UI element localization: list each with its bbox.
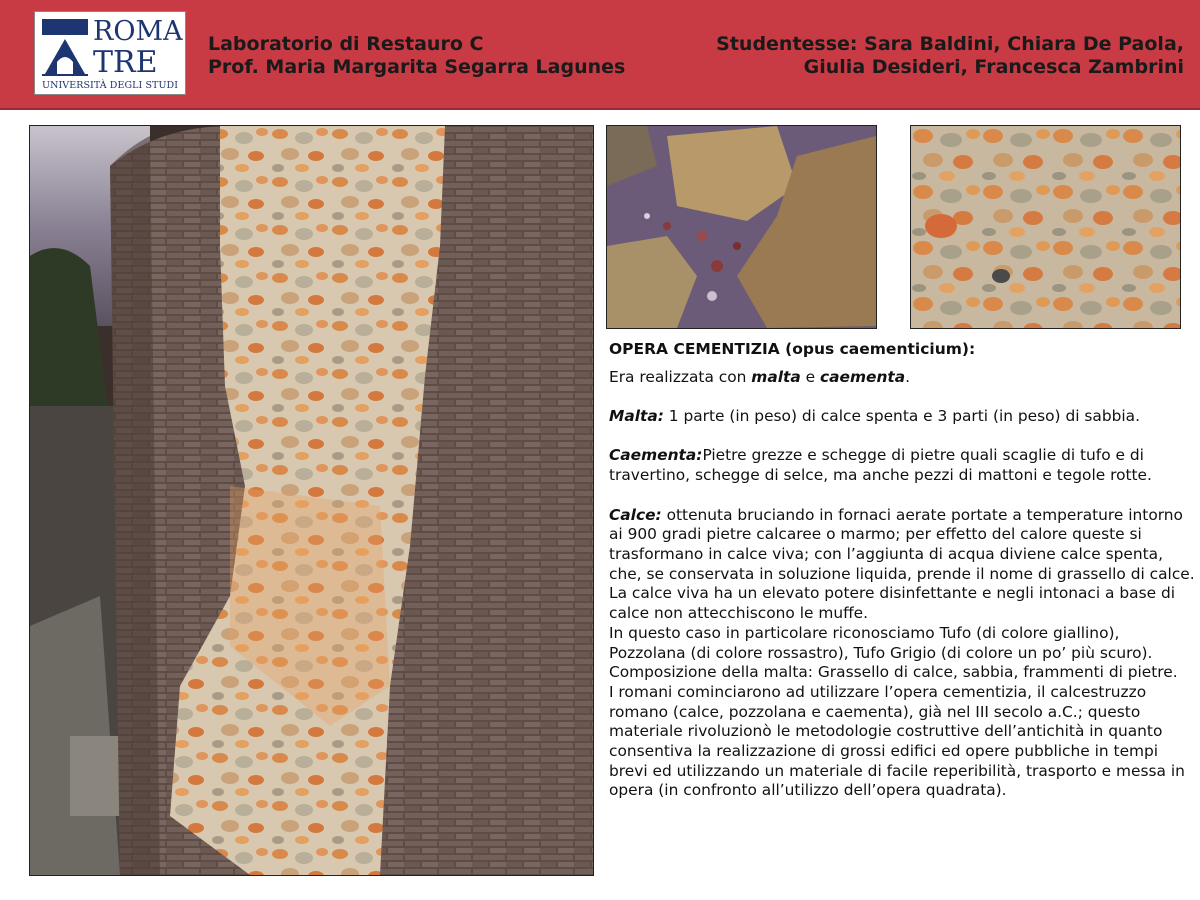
composizione-paragraph: Composizione della malta: Grassello di calce, sabbia, frammenti di pietre. <box>609 663 1178 682</box>
detail-photo-conglomerate <box>910 125 1181 329</box>
logo-text-tre: TRE <box>93 45 158 80</box>
detail-photo-mortar <box>606 125 877 329</box>
intro-paragraph <box>609 368 1199 388</box>
course-title: Laboratorio di Restauro C <box>208 33 484 55</box>
romani-paragraph: I romani cominciarono ad utilizzare l’opera cementizia, il calcestruzzo romano (calce, pozzolana e caementa), già nel III secolo a.C.; questo materiale rivoluzionò le metodologie costruttive dell’antichità in quanto consentiva la realizzazione di grossi edifici ed opere pubbliche in tempi brevi ed utilizzando un materiale di facile reperibilità, trasporto e messa in opera (in confronto all’utilizzo dell’opera quadrata). <box>609 682 1185 800</box>
caementa-paragraph <box>609 446 1199 485</box>
malta-text: 1 parte (in peso) di calce spenta e 3 parti (in peso) di sabbia. <box>663 407 1140 426</box>
intro-malta: malta <box>751 367 801 386</box>
tufo-paragraph: In questo caso in particolare riconosciamo Tufo (di colore giallino), Pozzolana (di colore rossastro), Tufo Grigio (di colore un po’ più scuro). <box>609 623 1153 662</box>
intro-and: e <box>800 367 821 386</box>
caementa-text: Pietre grezze e schegge di pietre quali scaglie di tufo e di travertino, schegge di selce, ma anche pezzi di mattoni e tegole rotte. <box>609 446 1152 485</box>
students-line-1: Studentesse: Sara Baldini, Chiara De Paola, <box>716 33 1184 55</box>
logo-text-roma: ROMA <box>93 16 183 47</box>
wall-photo <box>29 125 594 876</box>
roma-tre-logo <box>34 11 186 95</box>
intro-caementa: caementa <box>820 367 906 386</box>
header-divider <box>0 108 1200 110</box>
description-text <box>609 340 1199 801</box>
students-line-2: Giulia Desideri, Francesca Zambrini <box>803 56 1184 78</box>
intro-period: . <box>905 367 911 386</box>
section-title: OPERA CEMENTIZIA (opus caementicium): <box>609 340 976 358</box>
malta-paragraph <box>609 407 1199 427</box>
logo-text-universita: UNIVERSITÀ DEGLI STUDI <box>42 80 178 91</box>
intro-text: Era realizzata con <box>609 367 752 386</box>
caementa-label: Caementa: <box>609 446 703 465</box>
calce-paragraph <box>609 506 1199 624</box>
calce-text: ottenuta bruciando in fornaci aerate portate a temperature intorno ai 900 gradi pietre calcaree o marmo; per effetto del calore queste si trasformano in calce viva; con l’aggiunta di acqua diviene calce spenta, che, se conservata in soluzione liquida, prende il nome di grassello di calce. La calce viva ha un elevato potere disinfettante e negli intonaci a base di calce non attecchiscono le muffe. <box>609 505 1195 623</box>
calce-label: Calce: <box>609 505 662 524</box>
professor-name: Prof. Maria Margarita Segarra Lagunes <box>208 56 626 78</box>
malta-label: Malta: <box>609 407 664 426</box>
